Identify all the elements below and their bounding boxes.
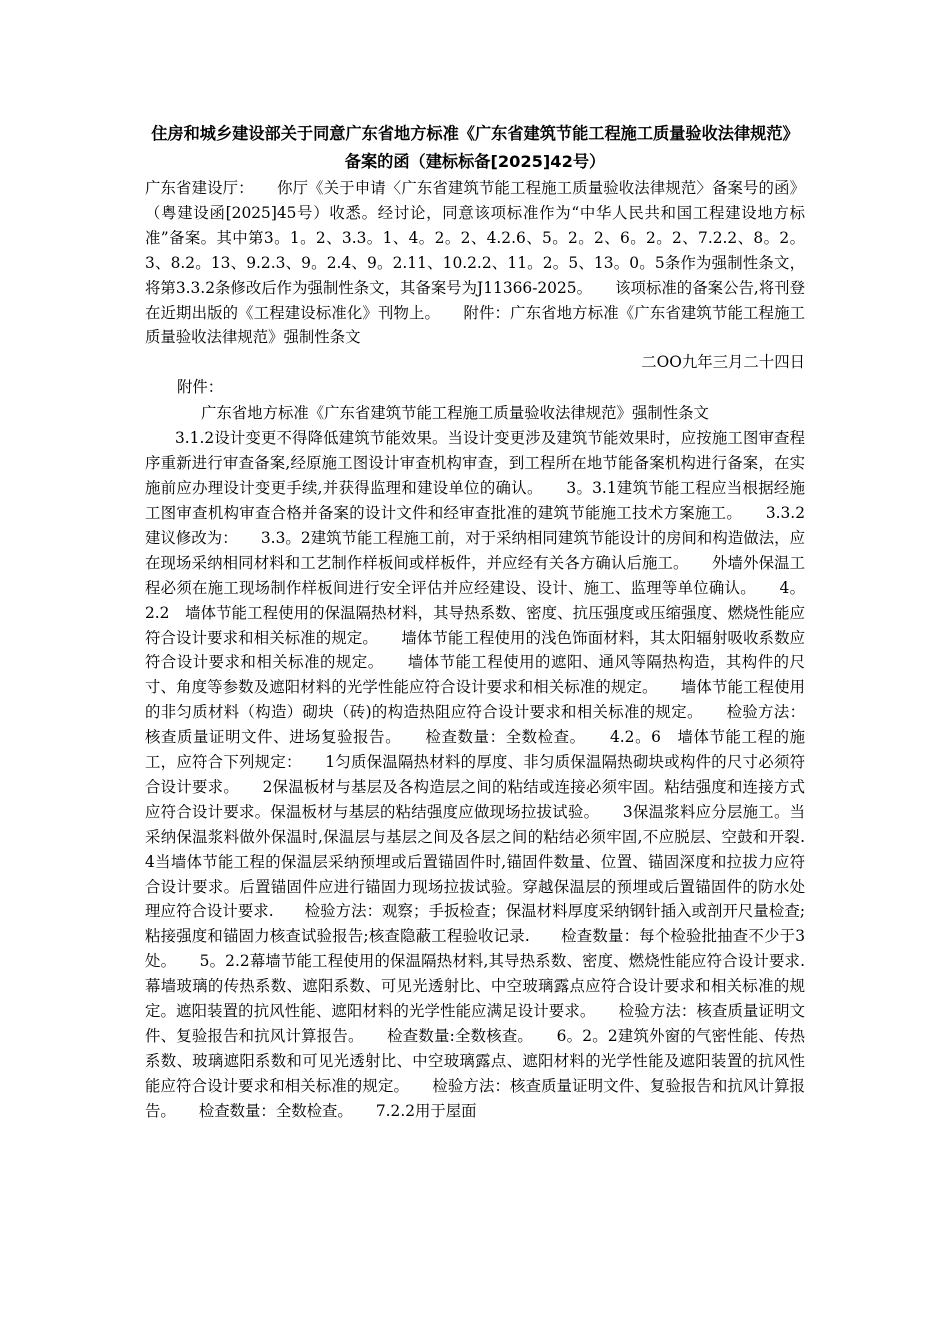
letter-date: 二OO九年三月二十四日 bbox=[641, 353, 805, 372]
attachment-title: 广东省地方标准《广东省建筑节能工程施工质量验收法律规范》强制性条文 bbox=[201, 403, 709, 422]
attachment-label: 附件： bbox=[177, 378, 224, 397]
letter-paragraph: 广东省建设厅： 你厅《关于申请〈广东省建筑节能工程施工质量验收法律规范〉备案号的函》（粤建设函[2025]45号）收悉。经讨论，同意该项标准作为“中华人民共和国工程建设地方标准”备案。其中第3。1。2、3.3。1、4。2。2、4.2.6、5。2。2、6。2。2、7.2.2、8。2。3、8.2。13、9.2.3、9。2.4、9。2.11、10.2.2、11。2。5、13。0。5条作为强制性条文，将第3.3.2条修改后作为强制性条文，其备案号为J11366-2025。 该项标准的备案公告,将刊登在近期出版的《工程建设标准化》刊物上。 附件：广东省地方标准《广东省建筑节能工程施工质量验收法律规范》强制性条文 bbox=[145, 179, 805, 347]
document-title: 住房和城乡建设部关于同意广东省地方标准《广东省建筑节能工程施工质量验收法律规范》备案的函（建标标备[2025]42号） bbox=[151, 124, 799, 171]
body-paragraph: 3.1.2设计变更不得降低建筑节能效果。当设计变更涉及建筑节能效果时，应按施工图审查程序重新进行审查备案,经原施工图设计审查机构审查，到工程所在地节能备案机构进行备案，在实施前应办理设计变更手续,并获得监理和建设单位的确认。 3。3.1建筑节能工程应当根据经施工图审查机构审查合格并备案的设计文件和经审查批准的建筑节能施工技术方案施工。 3.3.2建议修改为： 3.3。2建筑节能工程施工前，对于采纳相同建筑节能设计的房间和构造做法，应在现场采纳相同材料和工艺制作样板间或样板件，并应经有关各方确认后施工。 外墙外保温工程必须在施工现场制作样板间进行安全评估并应经建设、设计、施工、监理等单位确认。 4。2.2 墙体节能工程使用的保温隔热材料，其导热系数、密度、抗压强度或压缩强度、燃烧性能应符合设计要求和相关标准的规定。 墙体节能工程使用的浅色饰面材料，其太阳辐射吸收系数应符合设计要求和相关标准的规定。 墙体节能工程使用的遮阳、通风等隔热构造，其构件的尺寸、角度等参数及遮阳材料的光学性能应符合设计要求和相关标准的规定。 墙体节能工程使用的非匀质材料（构造）砌块（砖)的构造热阻应符合设计要求和相关标准的规定。 检验方法：核查质量证明文件、进场复验报告。 检查数量：全数检查。 4.2。6 墙体节能工程的施工，应符合下列规定： 1匀质保温隔热材料的厚度、非匀质保温隔热砌块或构件的尺寸必须符合设计要求。 2保温板材与基层及各构造层之间的粘结或连接必须牢固。粘结强度和连接方式应符合设计要求。保温板材与基层的粘结强度应做现场拉拔试验。 3保温浆料应分层施工。当采纳保温浆料做外保温时,保温层与基层之间及各层之间的粘结必须牢固,不应脱层、空鼓和开裂. 4当墙体节能工程的保温层采纳预埋或后置锚固件时,锚固件数量、位置、锚固深度和拉拔力应符合设计要求。后置锚固件应进行锚固力现场拉拔试验。穿越保温层的预埋或后置锚固件的防水处理应符合设计要求. 检验方法：观察；手扳检查；保温材料厚度采纳钢针插入或剖开尺量检查;粘接强度和锚固力核查试验报告;核查隐蔽工程验收记录. 检查数量：每个检验批抽查不少于3处。 5。2.2幕墙节能工程使用的保温隔热材料,其导热系数、密度、燃烧性能应符合设计要求.幕墙玻璃的传热系数、遮阳系数、可见光透射比、中空玻璃露点应符合设计要求和相关标准的规定。遮阳装置的抗风性能、遮阳材料的光学性能应满足设计要求。 检验方法：核查质量证明文件、复验报告和抗风计算报告。 检查数量:全数核查。 6。2。2建筑外窗的气密性能、传热系数、玻璃遮阳系数和可见光透射比、中空玻璃露点、遮阳材料的光学性能及遮阳装置的抗风性能应符合设计要求和相关标准的规定。 检验方法：核查质量证明文件、复验报告和抗风计算报告。 检查数量：全数检查。 7.2.2用于屋面 bbox=[145, 429, 836, 1120]
document-page bbox=[145, 120, 836, 1124]
